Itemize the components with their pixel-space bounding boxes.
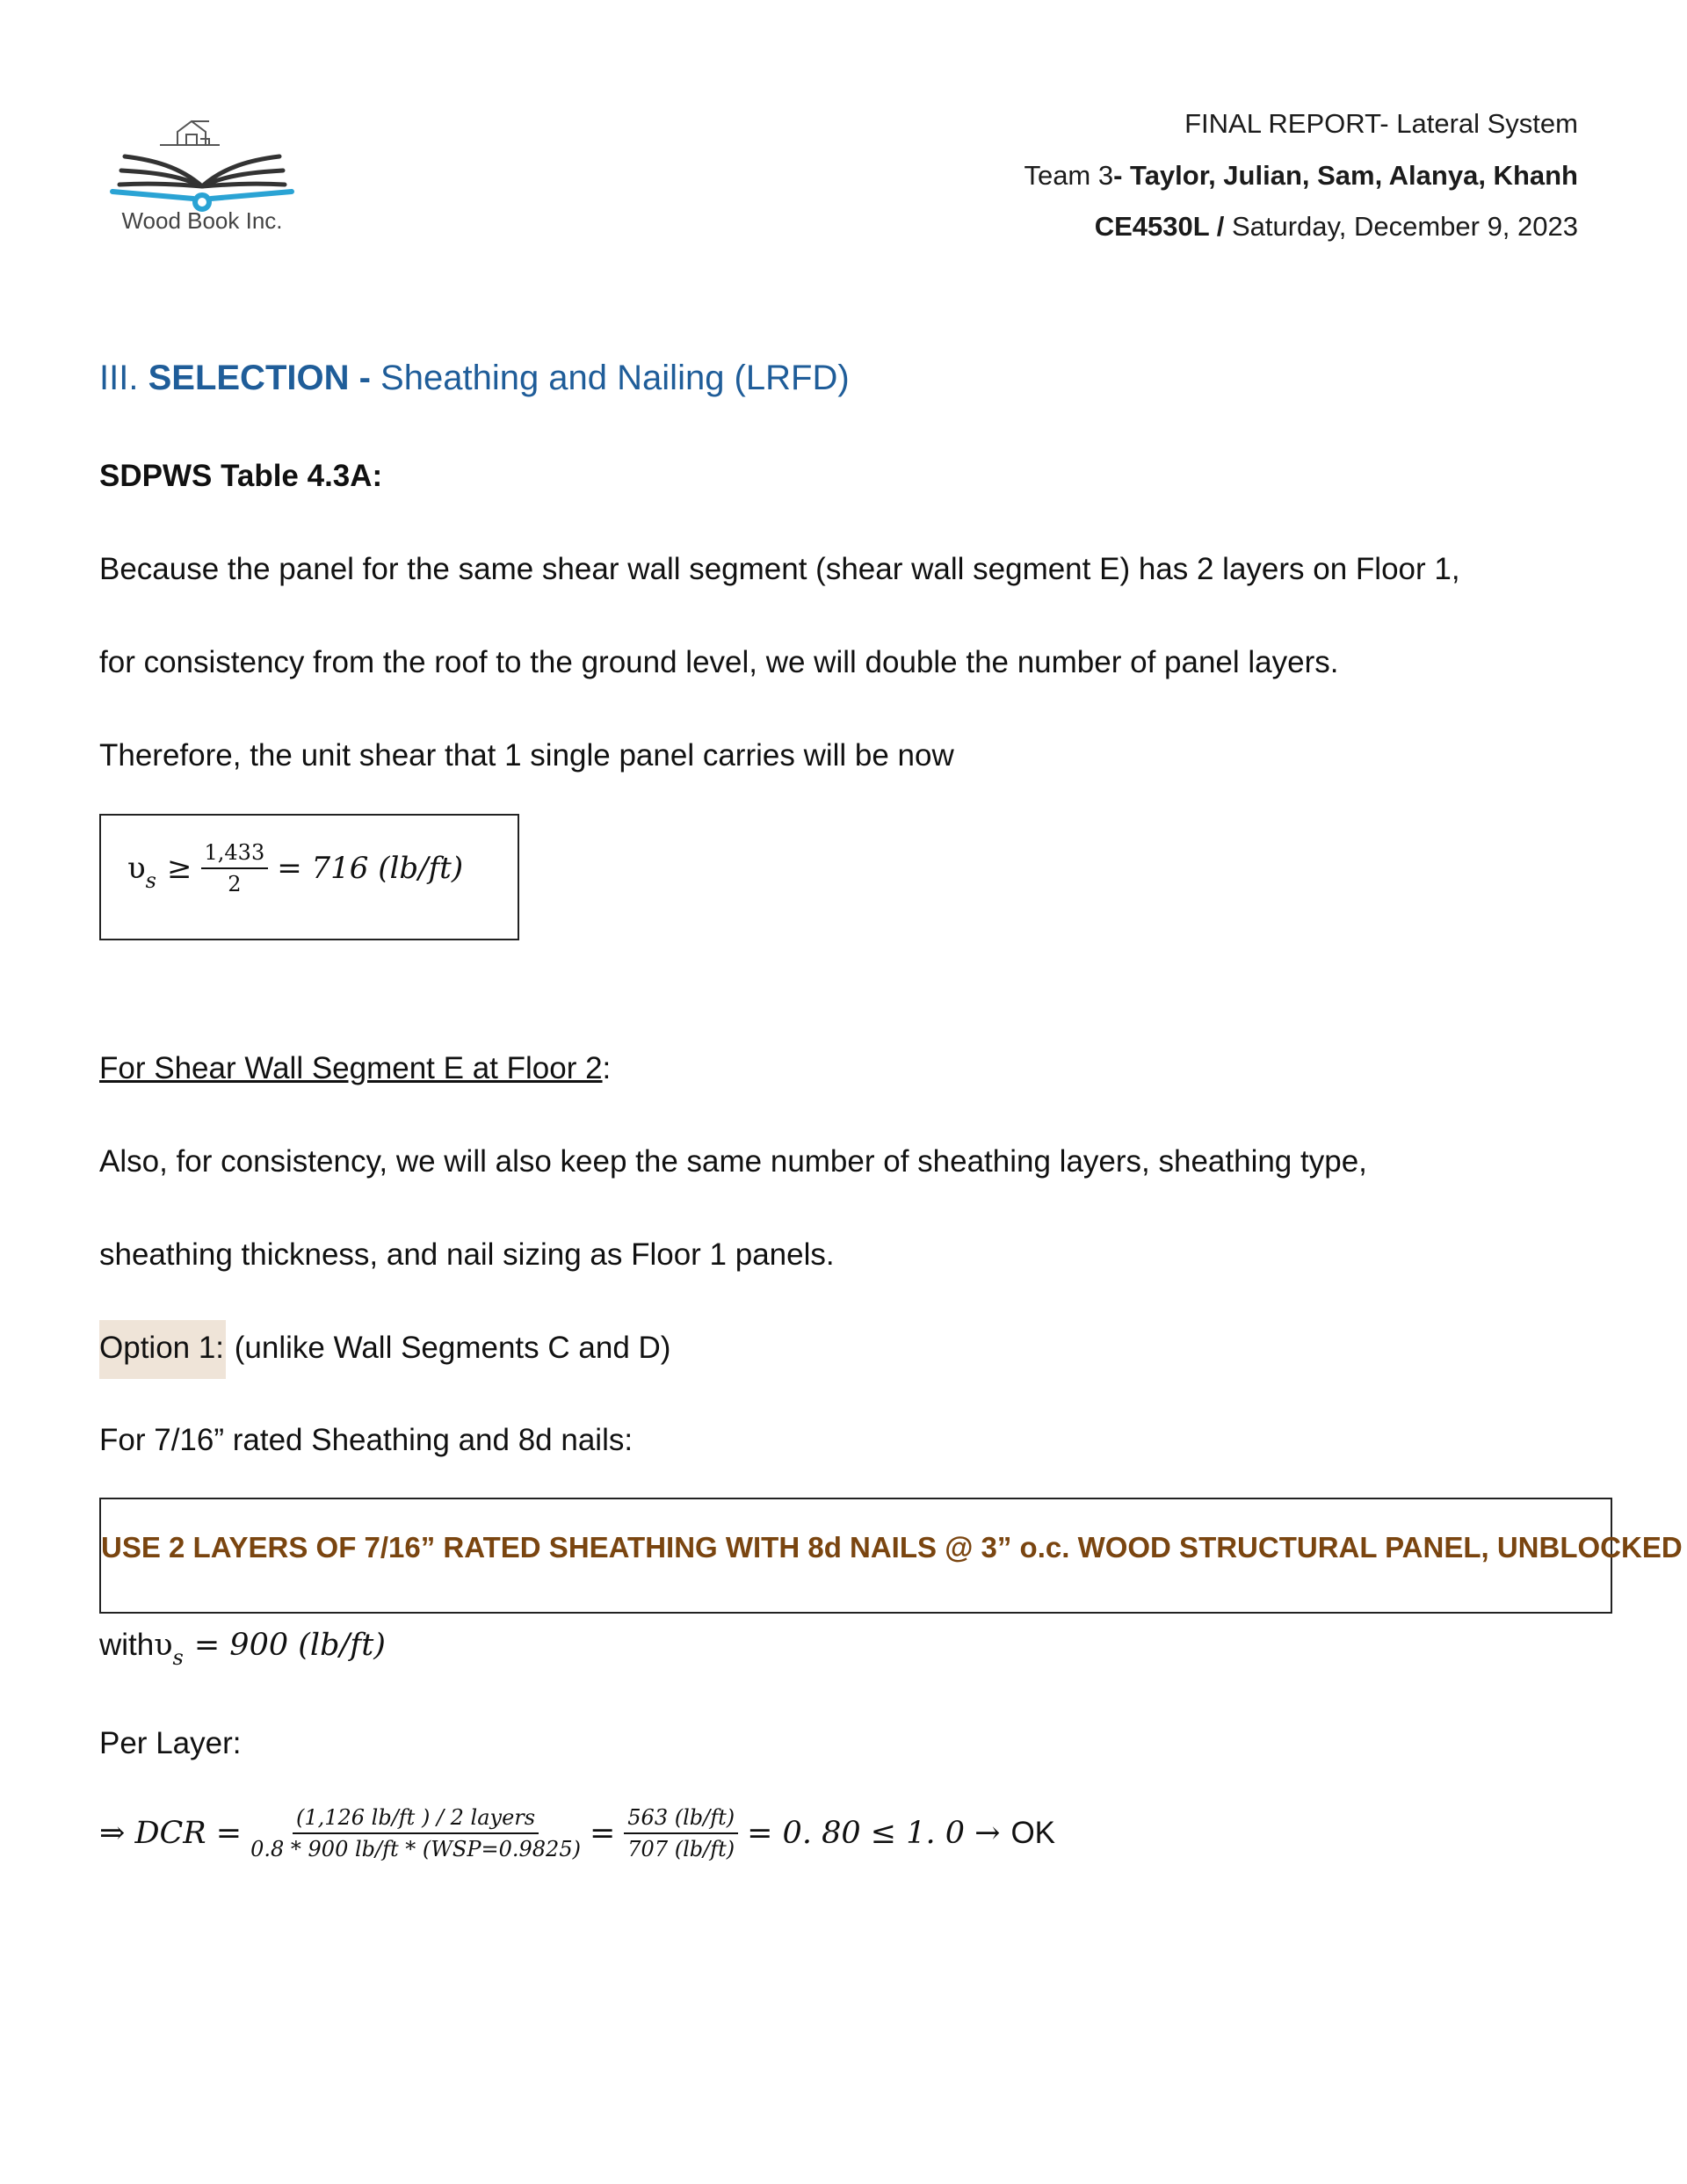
table-reference: SDPWS Table 4.3A: (99, 459, 383, 493)
dcr-formula: ⇒ DCR = $\frac{\text{(1,126 lb/ft ) / 2 layers}}{\text{0.8 * 900 lb/ft * (WSP=0.9825)}}$ = $\frac{563 (lb/ft)}{707 (lb/ft)}$ = 0. 80 ≤ 1. 0 → OK (99, 1805, 1056, 1861)
design-result-box (99, 1498, 1683, 1614)
capacity-line: with υ s = 900 (lb/ft) (99, 1628, 386, 1670)
floor2-heading: For Shear Wall Segment E at Floor 2: (99, 1051, 612, 1085)
unit-shear-formula-box (99, 814, 519, 940)
team-line: Team 3- Taylor, Julian, Sam, Alanya, Khanh (1024, 160, 1578, 191)
report-title: FINAL REPORT- Lateral System (1184, 108, 1578, 139)
book-icon (119, 156, 285, 186)
paragraph: For 7/16” rated Sheathing and 8d nails: (99, 1423, 634, 1457)
house-icon (160, 121, 220, 145)
logo-text: Wood Book Inc. (121, 207, 283, 234)
book-cover-icon (112, 192, 292, 209)
section-title: III. SELECTION - Sheathing and Nailing (LRFD) (99, 359, 850, 397)
design-result-text: USE 2 LAYERS OF 7/16” RATED SHEATHING WITH 8d NAILS @ 3” o.c. WOOD STRUCTURAL PANEL, UNBLOCKED (101, 1531, 1683, 1564)
dcr-ok-label: OK (1010, 1816, 1056, 1850)
option-label-highlight: Option 1: (99, 1320, 226, 1379)
paragraph: Because the panel for the same shear wall segment (shear wall segment E) has 2 layers on Floor 1, (99, 552, 1460, 586)
per-layer-label: Per Layer: (99, 1726, 242, 1760)
paragraph: Therefore, the unit shear that 1 single panel carries will be now (99, 738, 954, 773)
course-date-line: CE4530L / Saturday, December 9, 2023 (1094, 211, 1578, 242)
paragraph: for consistency from the roof to the ground level, we will double the number of panel layers. (99, 645, 1339, 679)
unit-shear-formula: υ s ≥ $\frac{1,433}{2}$ = 716 (lb/ft) (127, 840, 464, 896)
paragraph: sheathing thickness, and nail sizing as Floor 1 panels. (99, 1237, 835, 1272)
option-line: Option 1: (unlike Wall Segments C and D) (99, 1331, 670, 1366)
paragraph: Also, for consistency, we will also keep the same number of sheathing layers, sheathing type, (99, 1144, 1367, 1179)
